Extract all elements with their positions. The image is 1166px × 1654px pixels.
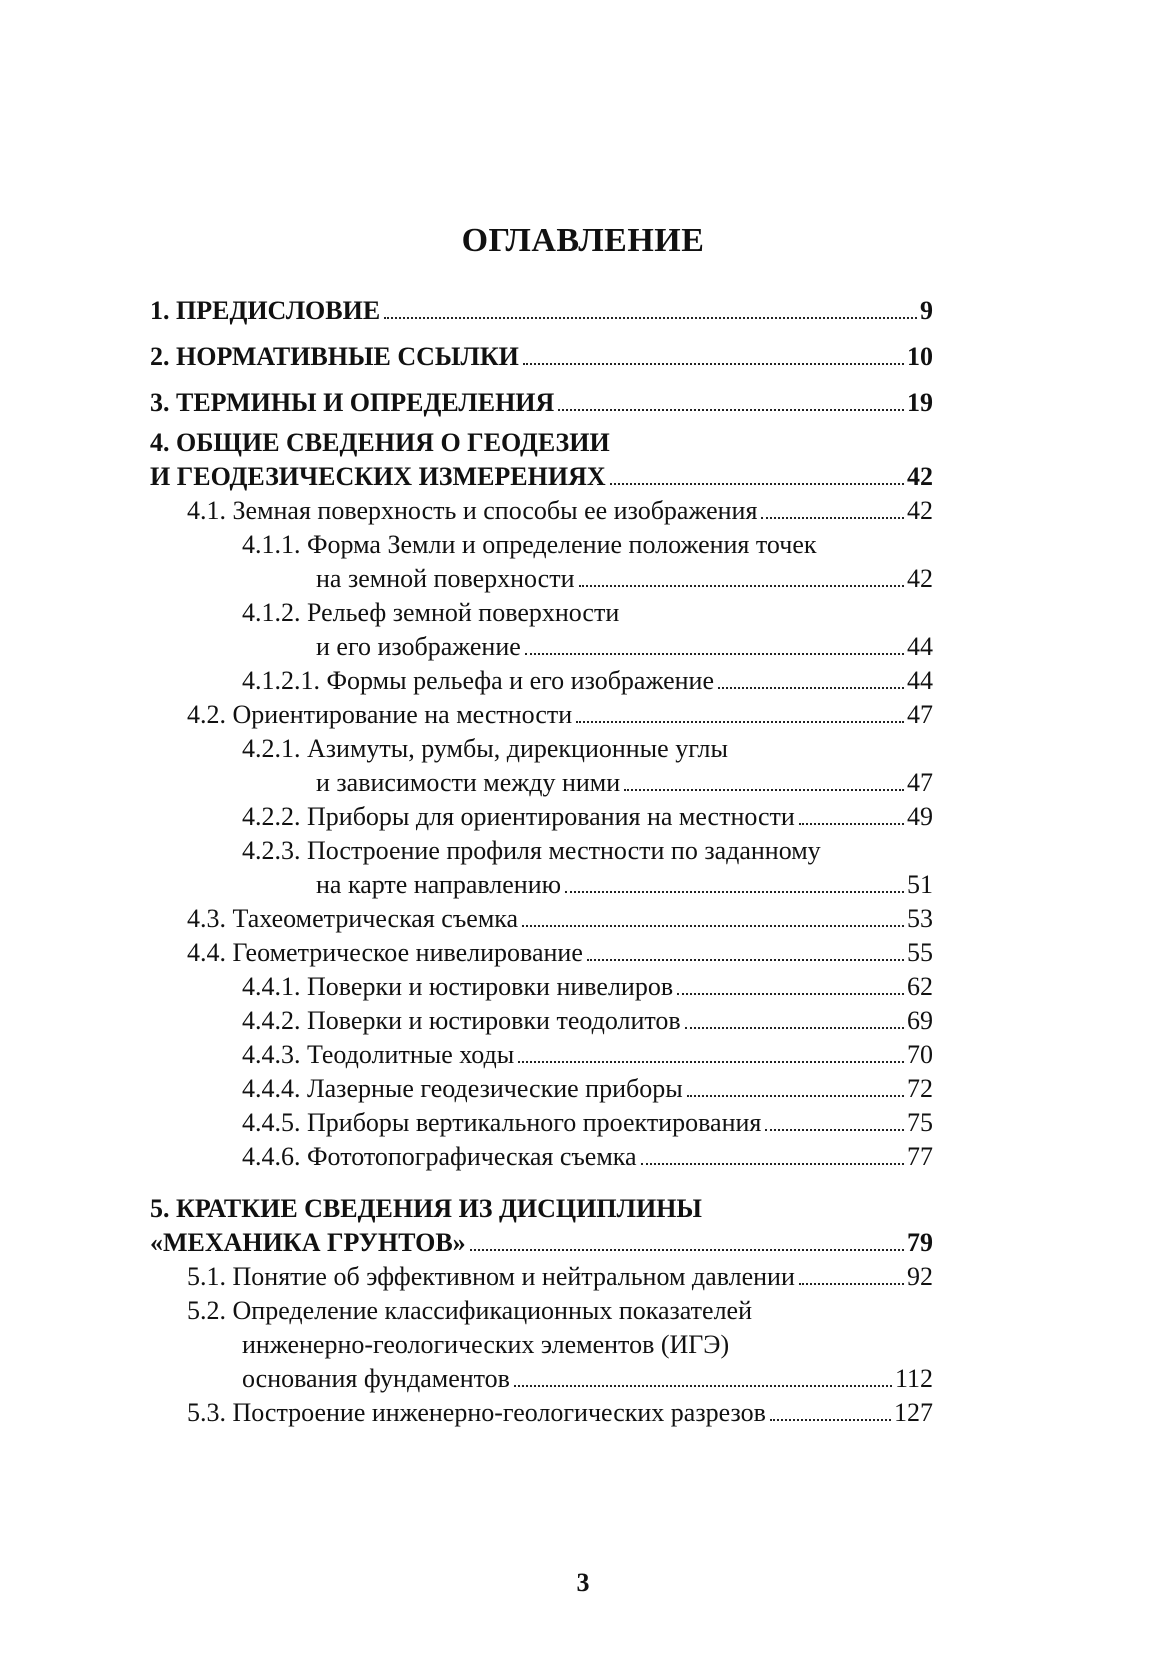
toc-entry-5-2 — [150, 1360, 933, 1394]
toc-entry-4-2-1-line1 — [150, 730, 933, 764]
toc-entry-page: 70 — [907, 1040, 933, 1069]
toc-entry-title: 5. КРАТКИЕ СВЕДЕНИЯ ИЗ ДИСЦИПЛИНЫ — [150, 1194, 702, 1223]
toc-entry-4-1-2-1 — [150, 662, 933, 696]
toc-entry-page: 42 — [907, 496, 933, 525]
toc-entry-title: 4.4.4. Лазерные геодезические приборы — [242, 1074, 683, 1103]
toc-entry-title: 4. ОБЩИЕ СВЕДЕНИЯ О ГЕОДЕЗИИ — [150, 428, 610, 457]
toc-entry-title: 4.1. Земная поверхность и способы ее изображения — [187, 496, 758, 525]
toc-entry-4-2-1 — [150, 764, 933, 798]
toc-entry-page: 9 — [920, 296, 933, 325]
toc-entry-title: 4.4.2. Поверки и юстировки теодолитов — [242, 1006, 681, 1035]
dot-leader — [610, 483, 904, 485]
dot-leader — [718, 687, 904, 689]
dot-leader — [525, 653, 904, 655]
toc-entry-page: 112 — [894, 1364, 933, 1393]
toc-entry-page: 49 — [907, 802, 933, 831]
toc-entry-page: 42 — [907, 462, 933, 491]
toc-entry-title: 4.3. Тахеометрическая съемка — [187, 904, 519, 933]
toc-entry-5 — [150, 1224, 933, 1258]
toc-entry-3 — [150, 384, 933, 418]
toc-entry-title: 4.4.5. Приборы вертикального проектирования — [242, 1108, 762, 1137]
dot-leader — [685, 1027, 904, 1029]
toc-entry-4-2-3-line1 — [150, 832, 933, 866]
toc-entry-page: 42 — [907, 564, 933, 593]
dot-leader — [576, 721, 904, 723]
toc-entry-title: 5.3. Построение инженерно-геологических разрезов — [187, 1398, 766, 1427]
dot-leader — [579, 585, 904, 587]
dot-leader — [624, 789, 904, 791]
toc-entry-title: 4.4. Геометрическое нивелирование — [187, 938, 583, 967]
dot-leader — [770, 1419, 891, 1421]
toc-entry-page: 92 — [907, 1262, 933, 1291]
toc-entry-page: 19 — [907, 388, 933, 417]
toc-entry-4 — [150, 458, 933, 492]
toc-entry-title: 4.1.2.1. Формы рельефа и его изображение — [242, 666, 714, 695]
toc-entry-1 — [150, 292, 933, 326]
toc-entry-5-2-line2 — [150, 1326, 933, 1360]
toc-entry-page: 47 — [907, 700, 933, 729]
page-number: 3 — [576, 1568, 590, 1597]
toc-entry-page: 79 — [907, 1228, 933, 1257]
toc-entry-page: 47 — [907, 768, 933, 797]
toc-entry-title: 2. НОРМАТИВНЫЕ ССЫЛКИ — [150, 342, 519, 371]
dot-leader — [470, 1249, 904, 1251]
toc-entry-4-2-3 — [150, 866, 933, 900]
toc-entry-4-1-1-line1 — [150, 526, 933, 560]
toc-entry-title: 4.4.3. Теодолитные ходы — [242, 1040, 515, 1069]
toc-entry-page: 44 — [907, 666, 933, 695]
toc-entry-title: инженерно-геологических элементов (ИГЭ) — [242, 1330, 730, 1359]
toc-entry-4-1-2-line1 — [150, 594, 933, 628]
toc-entry-4-4-4 — [150, 1070, 933, 1104]
toc-entry-title: 5.1. Понятие об эффективном и нейтральном давлении — [187, 1262, 795, 1291]
toc-entry-page: 127 — [894, 1398, 933, 1427]
toc-entry-5-1 — [150, 1258, 933, 1292]
toc-entry-2 — [150, 338, 933, 372]
dot-leader — [799, 1283, 904, 1285]
toc-entry-title: 4.2. Ориентирование на местности — [187, 700, 573, 729]
toc-entry-4-1 — [150, 492, 933, 526]
toc-entry-page: 69 — [907, 1006, 933, 1035]
toc-entry-5-line1 — [150, 1190, 933, 1224]
toc-entry-4-4-2 — [150, 1002, 933, 1036]
toc-entry-title: 4.2.2. Приборы для ориентирования на местности — [242, 802, 795, 831]
toc-entry-page: 10 — [907, 342, 933, 371]
toc-entry-title: 4.2.1. Азимуты, румбы, дирекционные углы — [242, 734, 728, 763]
dot-leader — [587, 959, 904, 961]
toc-entry-4-2-2 — [150, 798, 933, 832]
toc-entry-title: 4.1.2. Рельеф земной поверхности — [242, 598, 620, 627]
toc-entry-4-4-6 — [150, 1138, 933, 1172]
toc-entry-page: 77 — [907, 1142, 933, 1171]
toc-entry-4-4 — [150, 934, 933, 968]
toc-entry-4-3 — [150, 900, 933, 934]
toc-entry-title: и его изображение — [316, 632, 521, 661]
toc-entry-page: 55 — [907, 938, 933, 967]
dot-leader — [761, 517, 904, 519]
dot-leader — [523, 363, 904, 365]
toc-entry-title: «МЕХАНИКА ГРУНТОВ» — [150, 1228, 466, 1257]
toc-entry-5-3 — [150, 1394, 933, 1428]
toc-entry-title: 4.4.6. Фототопографическая съемка — [242, 1142, 637, 1171]
toc-entry-page: 75 — [907, 1108, 933, 1137]
toc-entry-4-4-5 — [150, 1104, 933, 1138]
toc-entry-4-4-1 — [150, 968, 933, 1002]
toc-entry-title: 4.2.3. Построение профиля местности по заданному — [242, 836, 821, 865]
dot-leader — [518, 1061, 904, 1063]
toc-entry-page: 51 — [907, 870, 933, 899]
dot-leader — [687, 1095, 904, 1097]
page-title: ОГЛАВЛЕНИЕ — [461, 222, 705, 259]
toc-entry-title: 4.4.1. Поверки и юстировки нивелиров — [242, 972, 674, 1001]
toc-entry-page: 53 — [907, 904, 933, 933]
toc-entry-4-4-3 — [150, 1036, 933, 1070]
toc-entry-4-1-2 — [150, 628, 933, 662]
toc-entry-title: на земной поверхности — [316, 564, 575, 593]
toc-entry-title: 1. ПРЕДИСЛОВИЕ — [150, 296, 381, 325]
toc-entry-4-line1 — [150, 424, 933, 458]
dot-leader — [514, 1385, 892, 1387]
toc-entry-page: 62 — [907, 972, 933, 1001]
toc-entry-title: 3. ТЕРМИНЫ И ОПРЕДЕЛЕНИЯ — [150, 388, 555, 417]
dot-leader — [384, 317, 917, 319]
dot-leader — [765, 1129, 904, 1131]
dot-leader — [522, 925, 904, 927]
toc-entry-title: на карте направлению — [316, 870, 562, 899]
toc-entry-page: 72 — [907, 1074, 933, 1103]
toc-entry-title: основания фундаментов — [242, 1364, 510, 1393]
toc-entry-4-1-1 — [150, 560, 933, 594]
toc-entry-4-2 — [150, 696, 933, 730]
toc-entry-title: 5.2. Определение классификационных показателей — [187, 1296, 753, 1325]
dot-leader — [641, 1163, 904, 1165]
dot-leader — [558, 409, 904, 411]
toc-entry-5-2-line1 — [150, 1292, 933, 1326]
dot-leader — [799, 823, 904, 825]
toc-entry-title: и зависимости между ними — [316, 768, 621, 797]
toc-entry-page: 44 — [907, 632, 933, 661]
toc-entry-title: И ГЕОДЕЗИЧЕСКИХ ИЗМЕРЕНИЯХ — [150, 462, 606, 491]
dot-leader — [677, 993, 904, 995]
dot-leader — [565, 891, 904, 893]
toc-entry-title: 4.1.1. Форма Земли и определение положения точек — [242, 530, 817, 559]
